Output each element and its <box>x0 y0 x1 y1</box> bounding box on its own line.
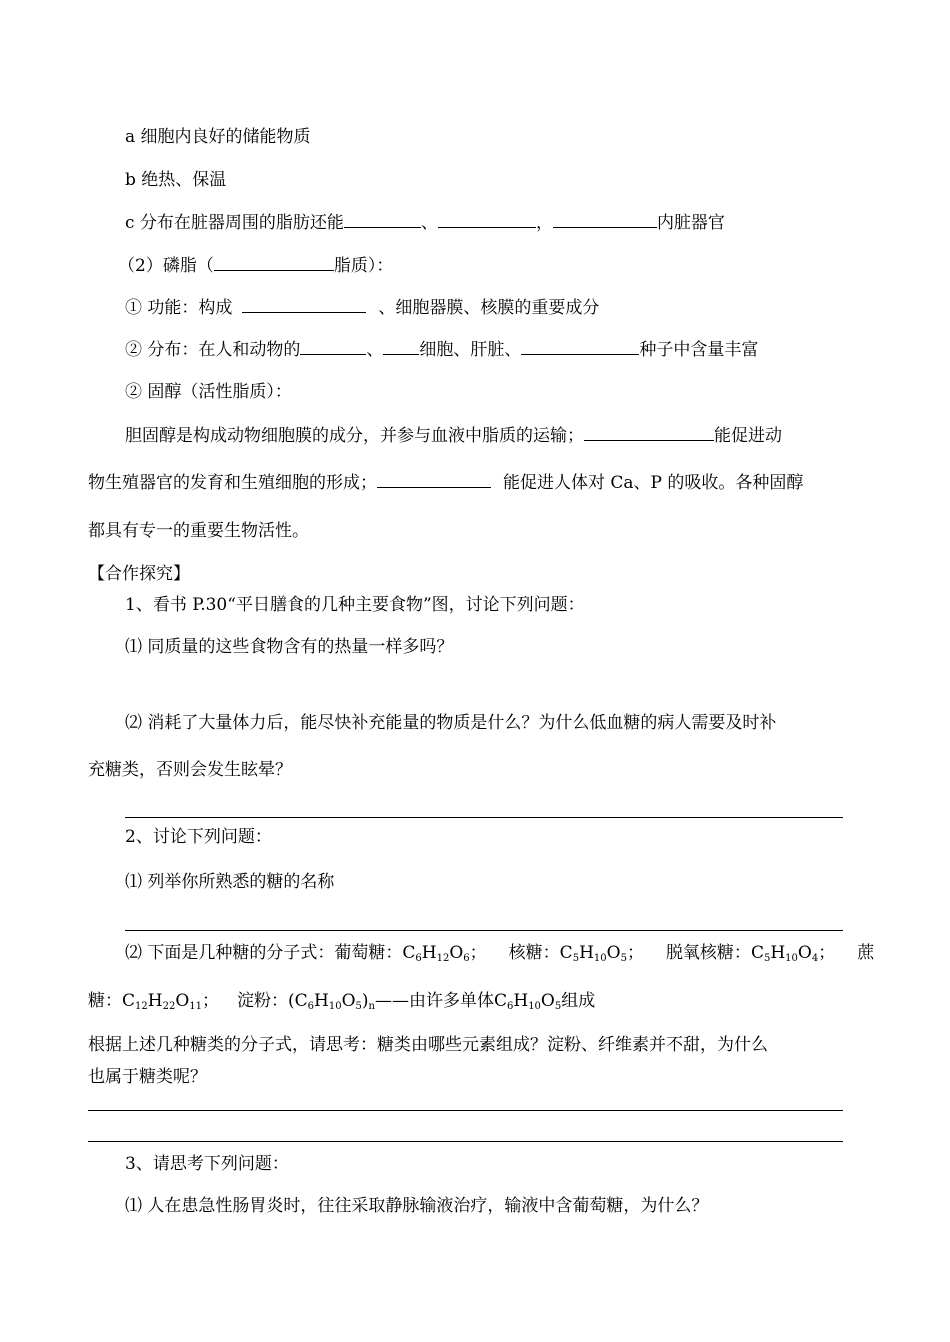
section-heading: 【合作探究】 <box>88 564 190 584</box>
formula-deoxyribose: $C_5H_{10}O_4$； <box>750 943 836 964</box>
question-3-1: ⑴ 人在患急性肠胃炎时，往往采取静脉输液治疗，输液中含葡萄糖，为什么？ <box>125 1196 709 1216</box>
question-1-1: ⑴ 同质量的这些食物含有的热量一样多吗？ <box>125 637 454 657</box>
fill-blank[interactable] <box>377 471 491 488</box>
fat-function-b: b 绝热、保温 <box>125 170 227 190</box>
question-1: 1、看书 P.30“平日膳食的几种主要食物”图，讨论下列问题： <box>125 595 585 615</box>
answer-line[interactable] <box>88 1141 843 1142</box>
question-2: 2、讨论下列问题： <box>125 827 272 847</box>
question-2-3-line1: 根据上述几种糖类的分子式，请思考：糖类由哪些元素组成？淀粉、纤维素并不甜，为什么 <box>88 1035 768 1055</box>
formula-starch: $(C_6H_{10}O_5)_n$ <box>287 991 375 1012</box>
question-2-1: ⑴ 列举你所熟悉的糖的名称 <box>125 872 335 892</box>
fill-blank[interactable] <box>553 211 657 228</box>
fat-function-a: a 细胞内良好的储能物质 <box>125 127 311 147</box>
answer-line[interactable] <box>125 817 843 818</box>
answer-line[interactable] <box>125 930 843 931</box>
sterol-title: ② 固醇（活性脂质）： <box>125 382 292 402</box>
phospholipid-title: （2）磷脂（ 脂质）： <box>118 256 394 276</box>
fill-blank[interactable] <box>383 338 419 355</box>
sterol-paragraph-line3: 都具有专一的重要生物活性。 <box>88 521 309 541</box>
question-2-3-line2: 也属于糖类呢？ <box>88 1067 207 1087</box>
phospholipid-distribution: ② 分布：在人和动物的 、 细胞、肝脏、 种子中含量丰富 <box>125 340 759 360</box>
fat-function-c: c 分布在脏器周围的脂肪还能 、 ， 内脏器官 <box>125 213 725 233</box>
fill-blank[interactable] <box>438 211 536 228</box>
fill-blank[interactable] <box>300 338 366 355</box>
sterol-paragraph-line2: 物生殖器官的发育和生殖细胞的形成； 能促进人体对 Ca、P 的吸收。各种固醇 <box>88 473 804 493</box>
fill-blank[interactable] <box>344 211 421 228</box>
answer-line[interactable] <box>88 1110 843 1111</box>
formula-glucose: $C_6H_{12}O_6$； <box>402 943 487 964</box>
question-1-2-line1: ⑵ 消耗了大量体力后，能尽快补充能量的物质是什么？为什么低血糖的病人需要及时补 <box>125 713 777 733</box>
phospholipid-function: ① 功能：构成 、细胞器膜、核膜的重要成分 <box>125 298 600 318</box>
fat-c-text: c 分布在脏器周围的脂肪还能 <box>125 213 344 233</box>
question-1-2-line2: 充糖类，否则会发生眩晕？ <box>88 760 292 780</box>
formula-monomer: $C_6H_{10}O_5$ <box>493 991 562 1012</box>
formula-sucrose: $C_{12}H_{22}O_{11}$； <box>122 991 219 1012</box>
question-2-2-line2: 糖：$C_{12}H_{22}O_{11}$； 淀粉：$(C_6H_{10}O_5)_n——$由许多单体$C_6H_{10}O_5$组成 <box>88 991 596 1012</box>
fill-blank[interactable] <box>214 254 334 271</box>
question-3: 3、请思考下列问题： <box>125 1154 289 1174</box>
question-2-2-line1: ⑵ 下面是几种糖的分子式：葡萄糖：$C_6H_{12}O_6$； 核糖：$C_5H_{10}O_5$； 脱氧核糖：$C_5H_{10}O_4$； 蔗 <box>125 943 875 964</box>
sterol-paragraph-line1: 胆固醇是构成动物细胞膜的成分，并参与血液中脂质的运输； 能促进动 <box>125 426 782 446</box>
fill-blank[interactable] <box>584 424 714 441</box>
fill-blank[interactable] <box>242 296 366 313</box>
fill-blank[interactable] <box>521 338 639 355</box>
formula-ribose: $C_5H_{10}O_5$； <box>559 943 644 964</box>
